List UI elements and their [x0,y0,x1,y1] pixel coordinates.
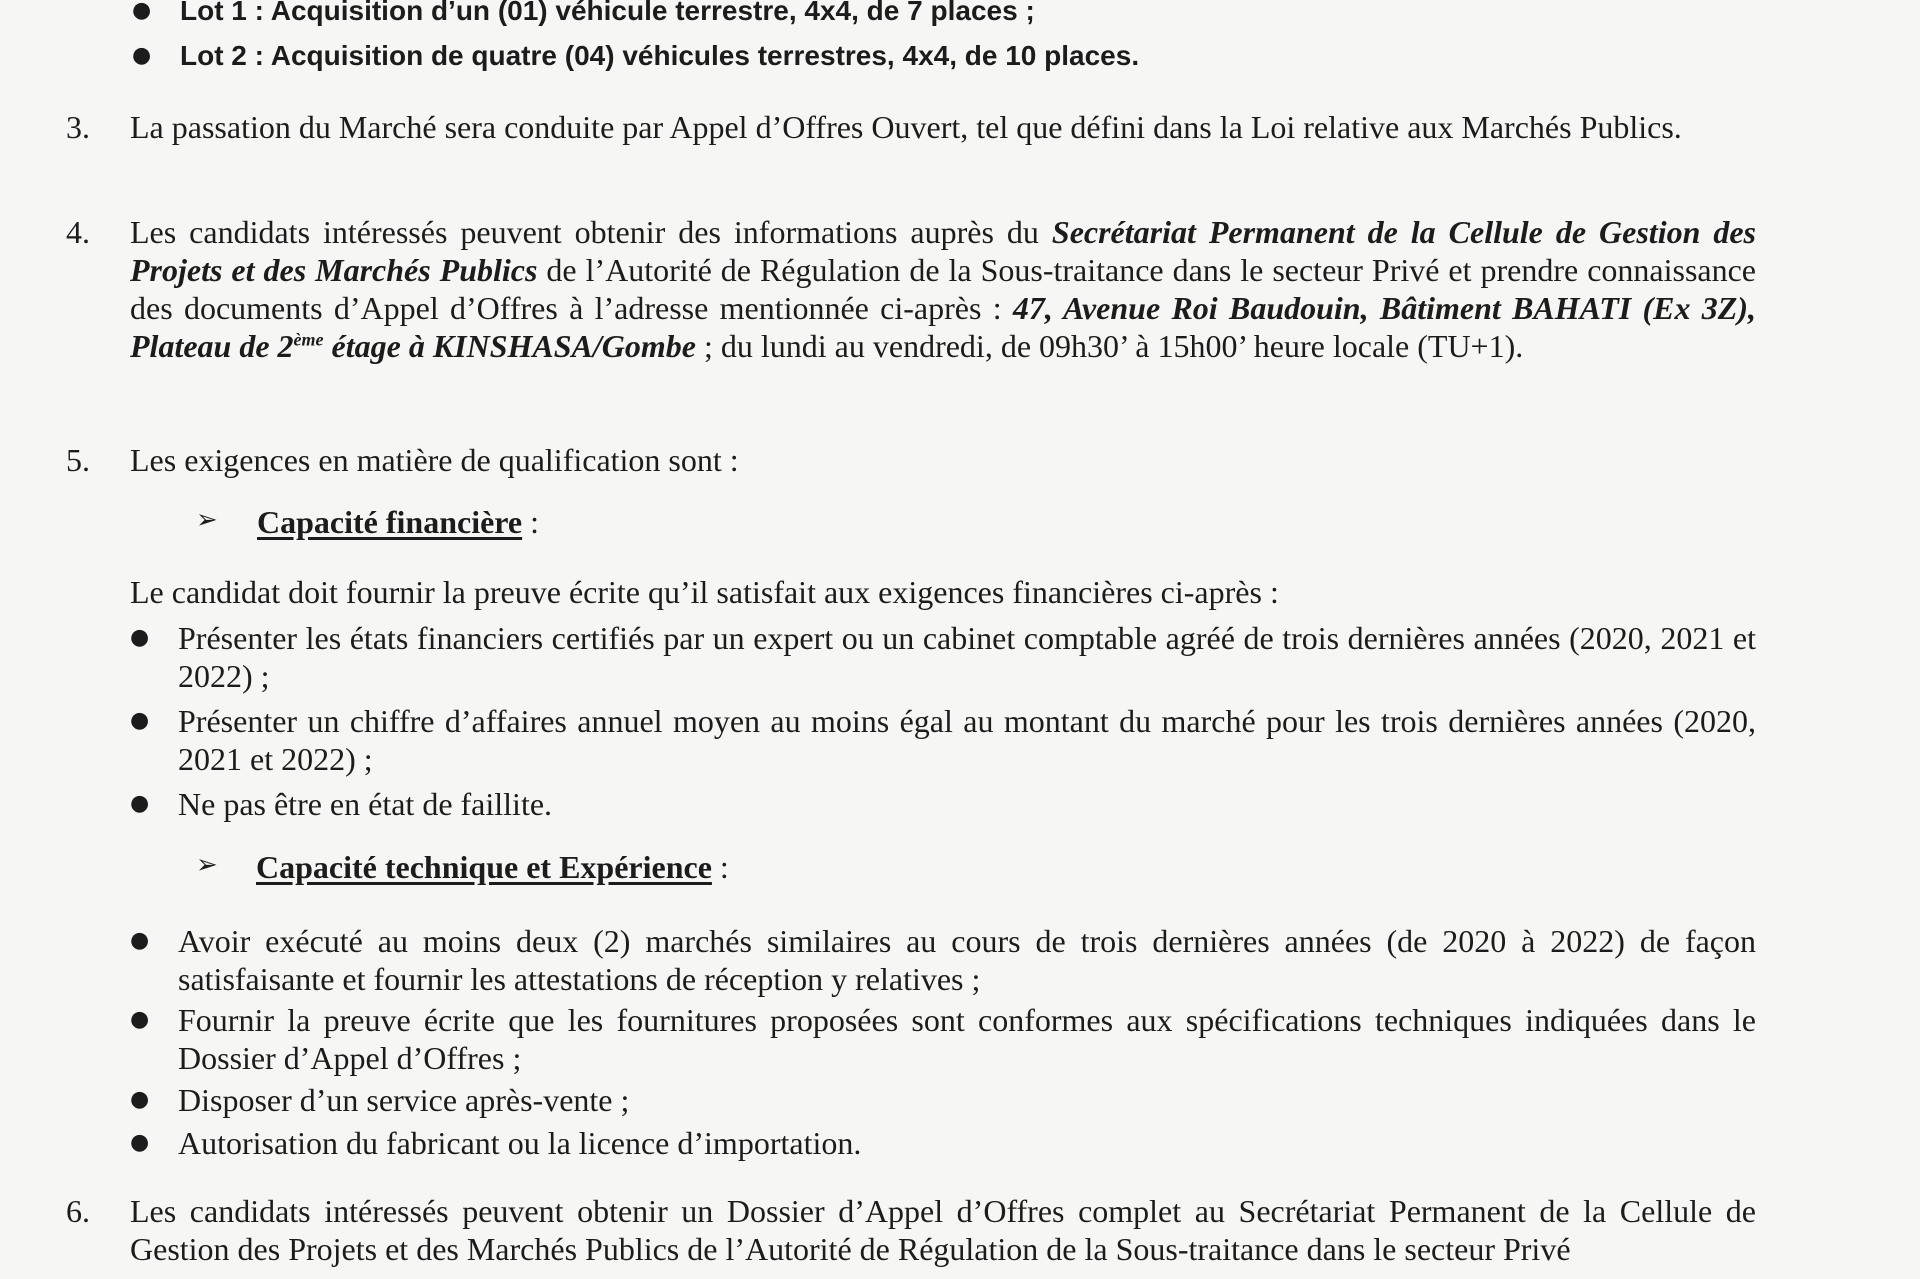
financial-bullet-1: Présenter les états financiers certifiés par un expert ou un cabinet comptable agréé de trois dernières années (2020, 2021 et 2022) ; [178,620,1756,694]
technical-bullet-2: Fournir la preuve écrite que les fournitures proposées sont conformes aux spécifications techniques indiquées dans le Dossier d’Appel d’Offres ; [178,1002,1756,1076]
bullet-icon: ● [130,708,150,733]
heading-colon: : [522,504,540,540]
technical-heading-line [256,848,729,886]
bullet-icon: ● [130,1087,150,1112]
item-number: 3. [66,109,90,145]
technical-heading: Capacité technique et Expérience [256,849,712,885]
item-6-text: Les candidats intéressés peuvent obtenir un Dossier d’Appel d’Offres complet au Secrétariat Permanent de la Cellule de Gestion des Projets et des Marchés Publics de l’Autorité de Régulation de la Sous-traitance dans le secteur Privé [130,1193,1756,1267]
financial-heading-line [257,503,539,541]
item-4-text [130,213,1756,365]
item-4-part: Les candidats intéressés peuvent obtenir des informations auprès du [130,214,1052,250]
lot-1: Lot 1 : Acquisition d’un (01) véhicule terrestre, 4x4, de 7 places ; [180,0,1035,26]
technical-bullet-3: Disposer d’un service après-vente ; [178,1082,630,1118]
bullet-icon: ● [130,928,150,953]
bullet-icon: ● [132,0,152,23]
bullet-icon: ● [130,1007,150,1032]
item-number: 6. [66,1193,90,1229]
technical-bullet-1: Avoir exécuté au moins deux (2) marchés similaires au cours de trois dernières années (de 2020 à 2022) de façon satisfaisante et fournir les attestations de réception y relatives ; [178,923,1756,997]
item-4-bold-address-end: étage à KINSHASA/Gombe [323,328,696,364]
item-number: 4. [66,214,90,250]
item-5-text: Les exigences en matière de qualification sont : [130,442,739,478]
financial-bullet-3: Ne pas être en état de faillite. [178,786,553,822]
bullet-icon: ● [130,1130,150,1155]
item-4-bold-address: 47, Avenue Roi Baudouin, Bâtiment BAHATI (Ex 3Z), Plateau de 2 [130,290,1757,364]
financial-bullet-2: Présenter un chiffre d’affaires annuel moyen au moins égal au montant du marché pour les trois dernières années (2020, 2021 et 2022) ; [178,703,1756,777]
lot-2: Lot 2 : Acquisition de quatre (04) véhicules terrestres, 4x4, de 10 places. [180,40,1140,71]
item-number: 5. [66,442,90,478]
financial-intro: Le candidat doit fournir la preuve écrite qu’il satisfait aux exigences financières ci-après : [130,574,1279,610]
bullet-icon: ● [130,791,150,816]
item-4-part: de l’Autorité de Régulation de la Sous-traitance dans le secteur Privé et prendre connaissance des documents d’Appel d’Offres à l’adresse mentionnée ci-après : [130,252,1756,326]
arrow-bullet-icon: ➢ [196,850,218,880]
item-4-bold-office: Secrétariat Permanent de la Cellule de Gestion des Projets et des Marchés Publics [130,214,1757,288]
technical-bullet-4: Autorisation du fabricant ou la licence d’importation. [178,1125,862,1161]
item-3-text: La passation du Marché sera conduite par Appel d’Offres Ouvert, tel que défini dans la Loi relative aux Marchés Publics. [130,109,1682,145]
bullet-icon: ● [130,625,150,650]
bullet-icon: ● [132,43,152,68]
financial-heading: Capacité financière [257,504,523,540]
arrow-bullet-icon: ➢ [196,505,218,535]
heading-colon: : [711,849,729,885]
item-4-part: ; du lundi au vendredi, de 09h30’ à 15h00’ heure locale (TU+1). [695,328,1524,364]
item-4-superscript: ème [293,329,324,350]
